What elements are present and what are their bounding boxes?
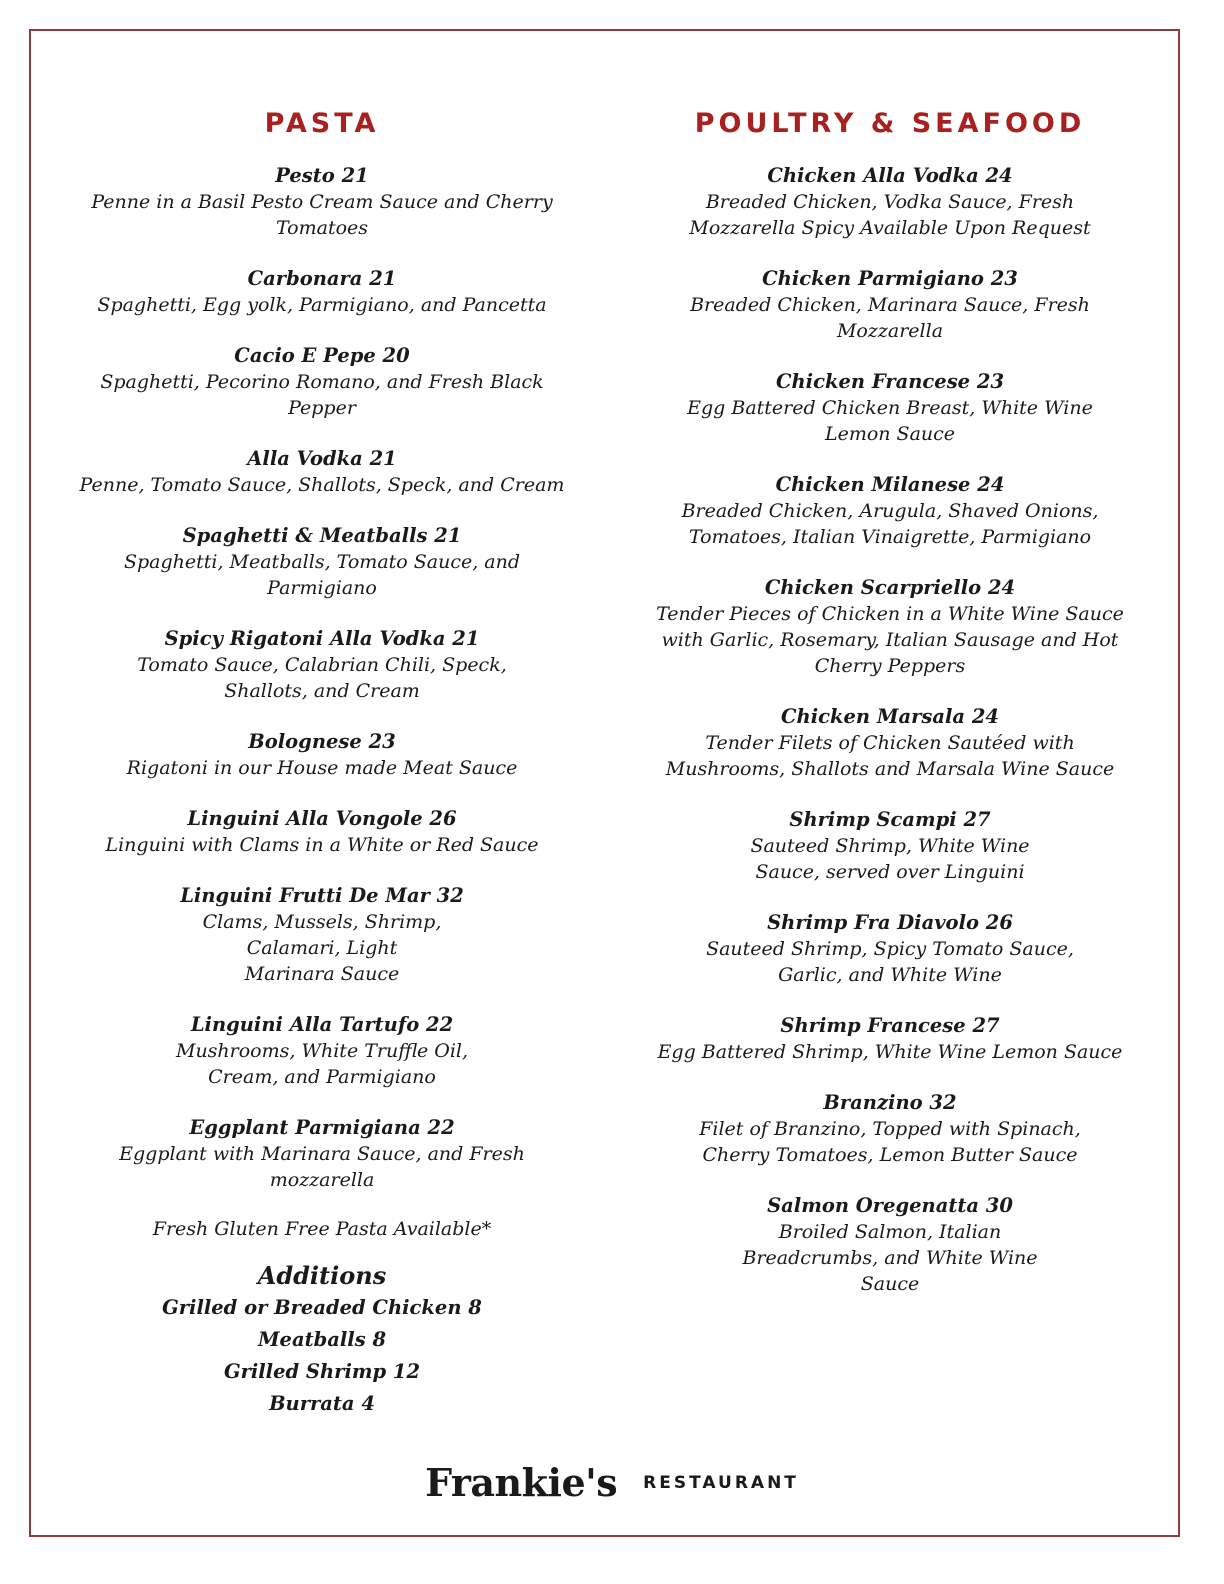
item-name: Chicken Milanese 24 <box>775 473 1005 496</box>
addition-item: Grilled or Breaded Chicken 8 <box>162 1296 482 1319</box>
addition-item: Grilled Shrimp 12 <box>223 1360 421 1383</box>
menu-item <box>70 1012 574 1090</box>
item-name: Salmon Oregenatta 30 <box>767 1194 1013 1217</box>
item-name: Shrimp Fra Diavolo 26 <box>767 911 1013 934</box>
menu-item <box>636 704 1144 782</box>
item-description: Tender Filets of Chicken Sautéed with Mushrooms, Shallots and Marsala Wine Sauce <box>665 732 1115 780</box>
menu-item <box>636 369 1144 447</box>
item-description: Mushrooms, White Truffle Oil, Cream, and Parmigiano <box>175 1040 469 1088</box>
menu-item <box>636 472 1144 550</box>
item-description: Penne in a Basil Pesto Cream Sauce and Cherry Tomatoes <box>91 191 553 239</box>
gluten-free-note: Fresh Gluten Free Pasta Available* <box>152 1218 492 1240</box>
item-name: Linguini Alla Vongole 26 <box>187 807 457 830</box>
poultry-seafood-title: POULTRY & SEAFOOD <box>694 108 1086 139</box>
item-name: Pesto 21 <box>275 164 369 187</box>
item-name: Linguini Alla Tartufo 22 <box>190 1013 454 1036</box>
item-name: Shrimp Francese 27 <box>780 1014 1000 1037</box>
item-description: Linguini with Clams in a White or Red Sauce <box>105 834 539 856</box>
menu-item <box>636 163 1144 241</box>
pasta-column <box>70 105 574 1420</box>
item-description: Tomato Sauce, Calabrian Chili, Speck, Shallots, and Cream <box>137 654 507 702</box>
item-description: Broiled Salmon, Italian Breadcrumbs, and White Wine Sauce <box>742 1221 1038 1295</box>
item-name: Eggplant Parmigiana 22 <box>189 1116 455 1139</box>
menu-item <box>70 626 574 704</box>
item-description: Breaded Chicken, Arugula, Shaved Onions, Tomatoes, Italian Vinaigrette, Parmigiano <box>681 500 1099 548</box>
item-name: Shrimp Scampi 27 <box>789 808 991 831</box>
menu-item <box>70 806 574 858</box>
item-description: Egg Battered Chicken Breast, White Wine Lemon Sauce <box>687 397 1093 445</box>
item-name: Chicken Parmigiano 23 <box>762 267 1018 290</box>
menu-item <box>636 266 1144 344</box>
item-name: Chicken Scarpriello 24 <box>764 576 1016 599</box>
addition-item: Meatballs 8 <box>257 1328 387 1351</box>
menu-item <box>70 446 574 498</box>
item-description: Spaghetti, Egg yolk, Parmigiano, and Pancetta <box>97 294 547 316</box>
menu-item <box>636 1090 1144 1168</box>
menu-item <box>636 1013 1144 1065</box>
poultry-seafood-column <box>636 105 1144 1322</box>
item-description: Spaghetti, Pecorino Romano, and Fresh Black Pepper <box>100 371 544 419</box>
menu-item <box>70 343 574 421</box>
item-name: Spicy Rigatoni Alla Vodka 21 <box>164 627 480 650</box>
menu-item <box>70 266 574 318</box>
item-description: Breaded Chicken, Marinara Sauce, Fresh Mozzarella <box>690 294 1090 342</box>
addition-item: Burrata 4 <box>269 1392 375 1415</box>
item-name: Chicken Alla Vodka 24 <box>767 164 1013 187</box>
menu-item <box>70 729 574 781</box>
item-name: Chicken Marsala 24 <box>781 705 999 728</box>
item-name: Branzino 32 <box>823 1091 957 1114</box>
menu-item <box>70 523 574 601</box>
brand-subtitle: RESTAURANT <box>643 1472 799 1493</box>
item-description: Penne, Tomato Sauce, Shallots, Speck, and Cream <box>79 474 565 496</box>
item-description: Sauteed Shrimp, White Wine Sauce, served over Linguini <box>750 835 1030 883</box>
item-name: Spaghetti & Meatballs 21 <box>182 524 462 547</box>
item-name: Chicken Francese 23 <box>775 370 1005 393</box>
menu-item <box>636 910 1144 988</box>
menu-item <box>636 575 1144 679</box>
item-description: Sauteed Shrimp, Spicy Tomato Sauce, Garlic, and White Wine <box>706 938 1074 986</box>
brand-name: Frankie's <box>425 1460 618 1505</box>
item-name: Bolognese 23 <box>248 730 396 753</box>
menu-item <box>636 1193 1144 1297</box>
menu-item <box>70 883 574 987</box>
item-description: Tender Pieces of Chicken in a White Wine Sauce with Garlic, Rosemary, Italian Sausage and Hot Cherry Peppers <box>656 603 1124 677</box>
item-description: Rigatoni in our House made Meat Sauce <box>126 757 518 779</box>
pasta-title: PASTA <box>264 108 380 139</box>
item-description: Egg Battered Shrimp, White Wine Lemon Sauce <box>657 1041 1123 1063</box>
item-description: Spaghetti, Meatballs, Tomato Sauce, and Parmigiano <box>123 551 521 599</box>
item-description: Eggplant with Marinara Sauce, and Fresh mozzarella <box>119 1143 525 1191</box>
item-description: Breaded Chicken, Vodka Sauce, Fresh Mozzarella Spicy Available Upon Request <box>689 191 1091 239</box>
menu-item <box>636 807 1144 885</box>
item-name: Carbonara 21 <box>247 267 397 290</box>
menu-item <box>70 1115 574 1193</box>
footer-logo <box>0 1460 1224 1505</box>
additions-title: Additions <box>257 1261 387 1290</box>
item-description: Clams, Mussels, Shrimp, Calamari, Light Marinara Sauce <box>202 911 442 985</box>
menu-item <box>70 163 574 241</box>
item-description: Filet of Branzino, Topped with Spinach, Cherry Tomatoes, Lemon Butter Sauce <box>699 1118 1081 1166</box>
item-name: Cacio E Pepe 20 <box>234 344 410 367</box>
item-name: Linguini Frutti De Mar 32 <box>180 884 464 907</box>
item-name: Alla Vodka 21 <box>247 447 397 470</box>
